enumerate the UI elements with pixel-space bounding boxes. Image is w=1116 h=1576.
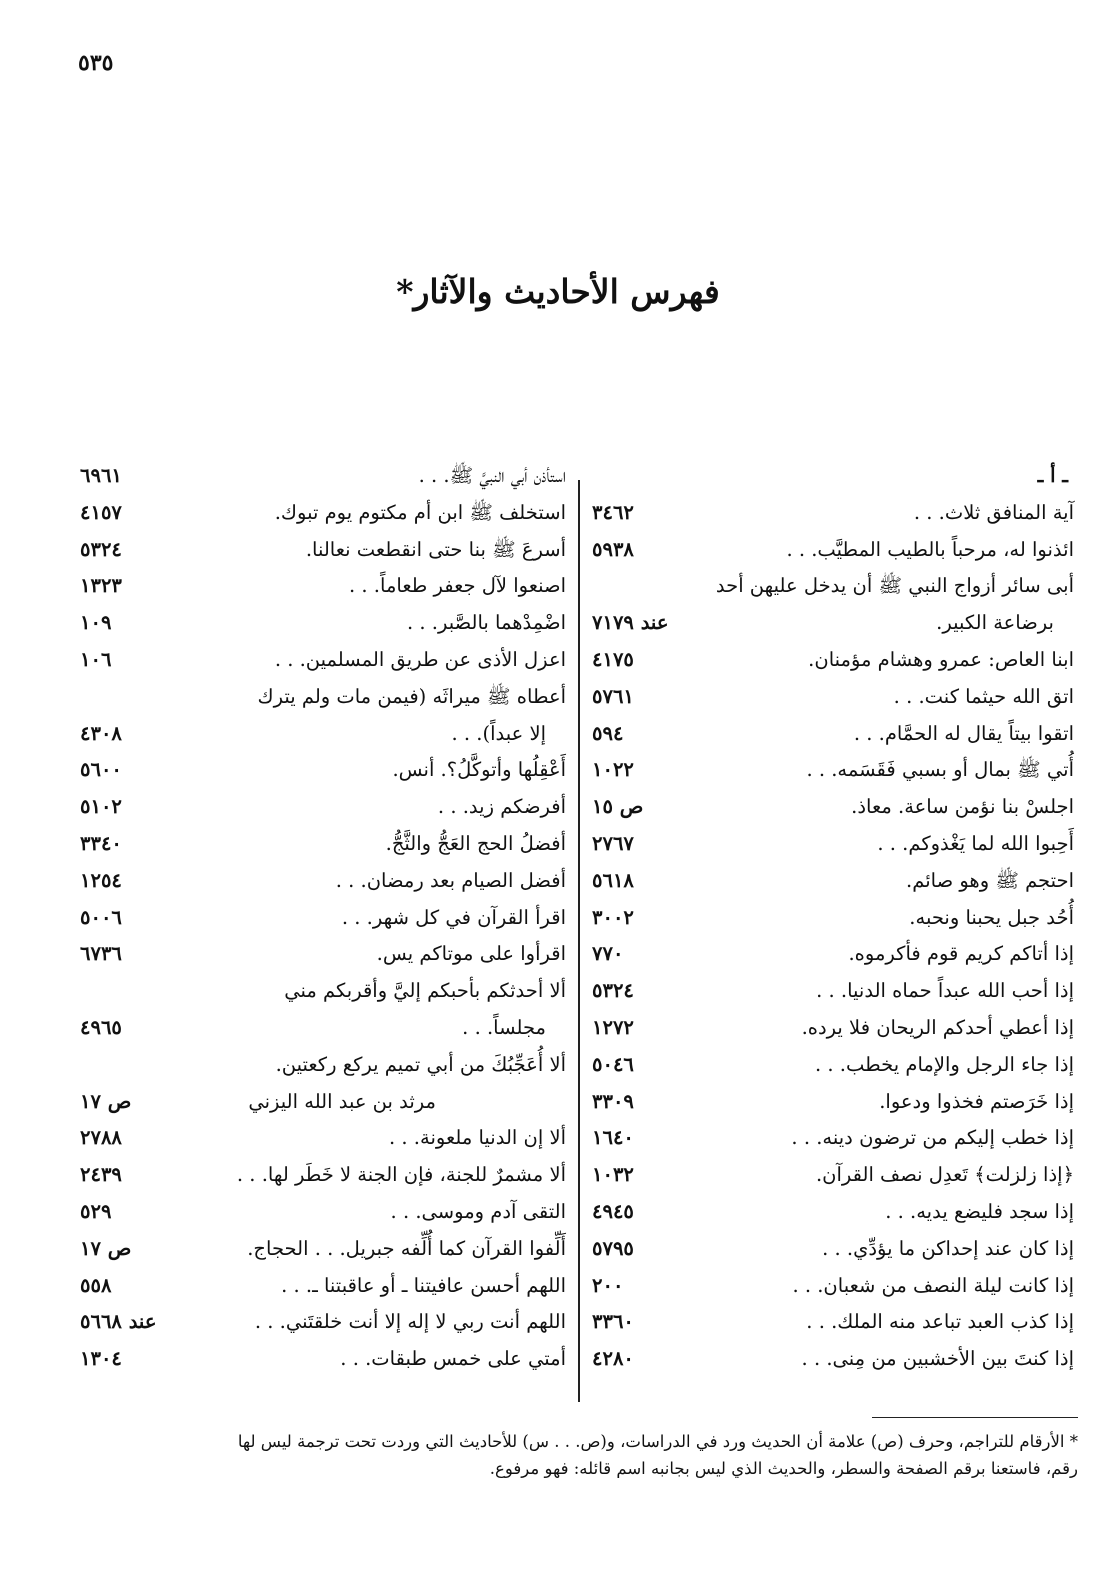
entry-reference-number: ٣٣٤٠ bbox=[80, 831, 122, 855]
footnote-rule bbox=[872, 1417, 1078, 1418]
entry-reference-number: ٤١٧٥ bbox=[592, 647, 634, 671]
footnote-line: * الأرقام للتراجم، وحرف (ص) علامة أن الحديث ورد في الدراسات، و(ص. . . س) للأحاديث التي وردت تحت ترجمة ليس لها bbox=[237, 1432, 1078, 1451]
entry-text: أفضلُ الحج العَجُّ والثَّجُّ. bbox=[385, 831, 566, 855]
index-entry bbox=[80, 900, 566, 937]
column-divider bbox=[578, 480, 580, 1402]
index-entry bbox=[80, 1231, 566, 1268]
entry-reference-number: ١٠٢٢ bbox=[592, 758, 634, 782]
entry-text: اضْمِدْهما بالصَّبر. . . bbox=[406, 611, 566, 635]
entry-text: استخلف ﷺ ابن أم مكتوم يوم تبوك. bbox=[274, 500, 566, 524]
index-entry bbox=[80, 1157, 566, 1194]
index-entry bbox=[592, 1341, 1074, 1378]
index-entry bbox=[80, 826, 566, 863]
entry-text: إذا خطب إليكم من ترضون دينه. . . bbox=[791, 1126, 1074, 1150]
index-entry bbox=[592, 936, 1074, 973]
entry-reference-number: ٢٧٦٧ bbox=[592, 831, 634, 855]
entry-reference-number: ٥٧٦١ bbox=[592, 684, 634, 708]
page-title: فهرس الأحاديث والآثار* bbox=[396, 272, 720, 311]
index-entry bbox=[80, 1194, 566, 1231]
entry-text: اتق الله حيثما كنت. . . bbox=[893, 684, 1074, 708]
entry-reference-number: ٤٩٤٥ bbox=[592, 1199, 634, 1223]
entry-text: اعزل الأذى عن طريق المسلمين. . . bbox=[274, 647, 566, 671]
index-entry bbox=[80, 1047, 566, 1084]
index-entry bbox=[592, 495, 1074, 532]
index-entry bbox=[592, 605, 1074, 642]
index-entry bbox=[80, 1304, 566, 1341]
index-entry bbox=[592, 568, 1074, 605]
entry-reference-number: ٢٠٠ bbox=[592, 1273, 624, 1297]
entry-text: إذا سجد فليضع يديه. . . bbox=[885, 1199, 1074, 1223]
index-entry bbox=[592, 1120, 1074, 1157]
entry-text: إذا كنتَ بين الأخشبين من مِنى. . . bbox=[801, 1347, 1074, 1371]
entry-text: احتجم ﷺ وهو صائم. bbox=[906, 868, 1074, 892]
entry-reference-number: ٥٩٤ bbox=[592, 721, 624, 745]
entry-reference-number: ٣٤٦٢ bbox=[592, 500, 634, 524]
entry-text: إذا كان عند إحداكن ما يؤدِّي. . . bbox=[822, 1236, 1074, 1260]
index-entry bbox=[592, 1084, 1074, 1121]
entry-reference-number: ٦٩٦١ bbox=[80, 464, 122, 487]
index-entry bbox=[592, 826, 1074, 863]
entry-reference-number: ٥٠٠٦ bbox=[80, 905, 122, 929]
index-entry bbox=[592, 532, 1074, 569]
entry-text: أَحِبوا الله لما يَغْذوكم. . . bbox=[877, 831, 1074, 855]
entry-reference-number: ١٠٣٢ bbox=[592, 1163, 634, 1187]
entry-reference-number: ص ١٧ bbox=[80, 1236, 132, 1260]
entry-text: إذا جاء الرجل والإمام يخطب. . . bbox=[815, 1052, 1074, 1076]
index-entry bbox=[592, 752, 1074, 789]
entry-text: ألا أحدثكم بأحبكم إليَّ وأقربكم مني bbox=[284, 979, 566, 1003]
index-entry bbox=[592, 1047, 1074, 1084]
index-entry bbox=[592, 1157, 1074, 1194]
entry-text: إذا أعطي أحدكم الريحان فلا يرده. bbox=[801, 1015, 1074, 1039]
entry-text: أسرعَ ﷺ بنا حتى انقطعت نعالنا. bbox=[305, 537, 566, 561]
entry-reference-number: عند ٥٦٦٨ bbox=[80, 1310, 157, 1334]
entry-text: أفرضكم زيد. . . bbox=[437, 795, 566, 819]
entry-text: اصنعوا لآل جعفر طعاماً. . . bbox=[349, 574, 566, 598]
entry-reference-number: ١٦٤٠ bbox=[592, 1126, 634, 1150]
entry-text: ابنا العاص: عمرو وهشام مؤمنان. bbox=[808, 647, 1074, 671]
entry-reference-number: ٥٦١٨ bbox=[592, 868, 634, 892]
entry-reference-number: ١٣٠٤ bbox=[80, 1347, 122, 1371]
entry-text: اقرأ القرآن في كل شهر. . . bbox=[341, 905, 566, 929]
entry-text: اللهم أنت ربي لا إله إلا أنت خلقتَني. . . bbox=[254, 1310, 566, 1334]
entry-reference-number: ٥٥٨ bbox=[80, 1273, 112, 1297]
footnote bbox=[92, 1428, 1078, 1482]
entry-text: التقى آدم وموسى. . . bbox=[390, 1199, 566, 1223]
entry-text: أبى سائر أزواج النبي ﷺ أن يدخل عليهن أحد bbox=[715, 574, 1074, 598]
entry-reference-number: ٥٣٢٤ bbox=[80, 537, 122, 561]
entry-reference-number: ٥٧٩٥ bbox=[592, 1236, 634, 1260]
entry-text: إذا أحب الله عبداً حماه الدنيا. . . bbox=[816, 979, 1074, 1003]
entry-text: أفضل الصيام بعد رمضان. . . bbox=[335, 868, 566, 892]
index-entry bbox=[80, 936, 566, 973]
page-number: ٥٣٥ bbox=[78, 50, 114, 76]
entry-text: إذا كانت ليلة النصف من شعبان. . . bbox=[792, 1273, 1074, 1297]
index-entry bbox=[80, 495, 566, 532]
index-entry bbox=[80, 1084, 566, 1121]
entry-text: إلا عبداً). . . bbox=[451, 721, 546, 745]
index-entry bbox=[80, 1010, 566, 1047]
entry-text: اجلسْ بنا نؤمن ساعة. معاذ. bbox=[851, 795, 1074, 819]
entry-reference-number: ١٣٢٣ bbox=[80, 574, 122, 598]
index-entry bbox=[592, 1304, 1074, 1341]
entry-text: أعطاه ﷺ ميراثَه (فيمن مات ولم يترك bbox=[257, 684, 566, 708]
index-entry bbox=[80, 532, 566, 569]
index-entry bbox=[592, 973, 1074, 1010]
index-entry bbox=[80, 679, 566, 716]
entry-reference-number: ٦٧٣٦ bbox=[80, 942, 122, 966]
index-entry bbox=[592, 716, 1074, 753]
index-entry bbox=[80, 1120, 566, 1157]
entry-text: اقرأوا على موتاكم يس. bbox=[376, 942, 566, 966]
entry-text: ﴿إذا زلزلت﴾ تَعدِل نصف القرآن. bbox=[815, 1163, 1074, 1187]
index-entry bbox=[80, 458, 566, 495]
entry-text: استأذن أبي النبيَّ ﷺ. . . bbox=[418, 464, 566, 487]
entry-reference-number: ٣٣٦٠ bbox=[592, 1310, 634, 1334]
entry-reference-number: ٥٣٢٤ bbox=[592, 979, 634, 1003]
index-entry bbox=[80, 863, 566, 900]
index-entry bbox=[592, 900, 1074, 937]
entry-reference-number: ٥١٠٢ bbox=[80, 795, 122, 819]
entry-reference-number: ١٢٥٤ bbox=[80, 868, 122, 892]
index-column-left bbox=[80, 458, 566, 1378]
entry-reference-number: ٤٢٨٠ bbox=[592, 1347, 634, 1371]
entry-text: ألا مشمرٌ للجنة، فإن الجنة لا خَطَر لها. . . bbox=[236, 1163, 566, 1187]
footnote-line: رقم، فاستعنا برقم الصفحة والسطر، والحديث الذي ليس بجانبه اسم قائله: فهو مرفوع. bbox=[489, 1459, 1078, 1478]
entry-reference-number: ٢٧٨٨ bbox=[80, 1126, 122, 1150]
entry-reference-number: ٣٠٠٢ bbox=[592, 905, 634, 929]
entry-reference-number: ص ١٥ bbox=[592, 795, 644, 819]
entry-text: ائذنوا له، مرحباً بالطيب المطيَّب. . . bbox=[786, 537, 1074, 561]
entry-text: أُحُد جبل يحبنا ونحبه. bbox=[909, 905, 1074, 929]
index-entry bbox=[592, 1268, 1074, 1305]
index-entry bbox=[592, 1010, 1074, 1047]
index-column-right bbox=[592, 458, 1074, 1378]
index-entry bbox=[80, 789, 566, 826]
entry-text: مجلساً. . . bbox=[462, 1015, 546, 1039]
entry-text: أُتي ﷺ بمال أو بسبي فَقَسَمه. . . bbox=[806, 758, 1074, 782]
index-entry bbox=[80, 1341, 566, 1378]
entry-text: آية المنافق ثلاث. . . bbox=[913, 500, 1074, 524]
index-entry bbox=[592, 642, 1074, 679]
entry-reference-number: ٧٧٠ bbox=[592, 942, 624, 966]
index-entry bbox=[592, 1231, 1074, 1268]
index-entry bbox=[80, 716, 566, 753]
entry-text: اللهم أحسن عافيتنا ـ أو عاقبتنا ـ. . . bbox=[281, 1273, 566, 1297]
index-entry bbox=[80, 973, 566, 1010]
entry-text: ألا إن الدنيا ملعونة. . . bbox=[389, 1126, 566, 1150]
entry-reference-number: ١٢٧٢ bbox=[592, 1015, 634, 1039]
index-entry bbox=[80, 642, 566, 679]
entry-text: برضاعة الكبير. bbox=[936, 611, 1054, 635]
entry-reference-number: ٣٣٠٩ bbox=[592, 1089, 634, 1113]
entry-reference-number: عند ٧١٧٩ bbox=[592, 611, 669, 635]
index-entry bbox=[592, 458, 1074, 495]
index-entry bbox=[592, 789, 1074, 826]
entry-reference-number: ١٠٦ bbox=[80, 647, 112, 671]
entry-text: أمتي على خمس طبقات. . . bbox=[340, 1347, 566, 1371]
entry-reference-number: ٢٤٣٩ bbox=[80, 1163, 122, 1187]
entry-text: ألا أُعَجِّبُكَ من أبي تميم يركع ركعتين. bbox=[275, 1052, 566, 1076]
index-entry bbox=[80, 568, 566, 605]
entry-reference-number: ٤٣٠٨ bbox=[80, 721, 122, 745]
entry-text: أَلِّفوا القرآن كما أُلِّفه جبريل. . . الحجاج. bbox=[247, 1236, 566, 1260]
entry-reference-number: ٥٦٠٠ bbox=[80, 758, 122, 782]
entry-reference-number: ١٠٩ bbox=[80, 611, 112, 635]
entry-text: ـ أ ـ bbox=[1037, 464, 1068, 487]
entry-text: مرثد بن عبد الله اليزني bbox=[248, 1089, 436, 1113]
entry-text: إذا كذب العبد تباعد منه الملك. . . bbox=[806, 1310, 1074, 1334]
entry-reference-number: ٥٩٣٨ bbox=[592, 537, 634, 561]
entry-reference-number: ٥٠٤٦ bbox=[592, 1052, 634, 1076]
index-entry bbox=[80, 752, 566, 789]
entry-reference-number: ٥٢٩ bbox=[80, 1199, 112, 1223]
entry-reference-number: ٤١٥٧ bbox=[80, 500, 122, 524]
entry-reference-number: ص ١٧ bbox=[80, 1089, 132, 1113]
index-entry bbox=[592, 1194, 1074, 1231]
index-entry bbox=[80, 605, 566, 642]
index-entry bbox=[592, 679, 1074, 716]
entry-text: إذا أتاكم كريم قوم فأكرموه. bbox=[848, 942, 1074, 966]
entry-text: إذا خَرَصتم فخذوا ودعوا. bbox=[879, 1089, 1074, 1113]
entry-text: أَعْقِلُها وأتوكَّلُ؟. أنس. bbox=[392, 758, 566, 782]
index-entry bbox=[592, 863, 1074, 900]
entry-reference-number: ٤٩٦٥ bbox=[80, 1015, 122, 1039]
entry-text: اتقوا بيتاً يقال له الحمَّام. . . bbox=[853, 721, 1074, 745]
index-entry bbox=[80, 1268, 566, 1305]
